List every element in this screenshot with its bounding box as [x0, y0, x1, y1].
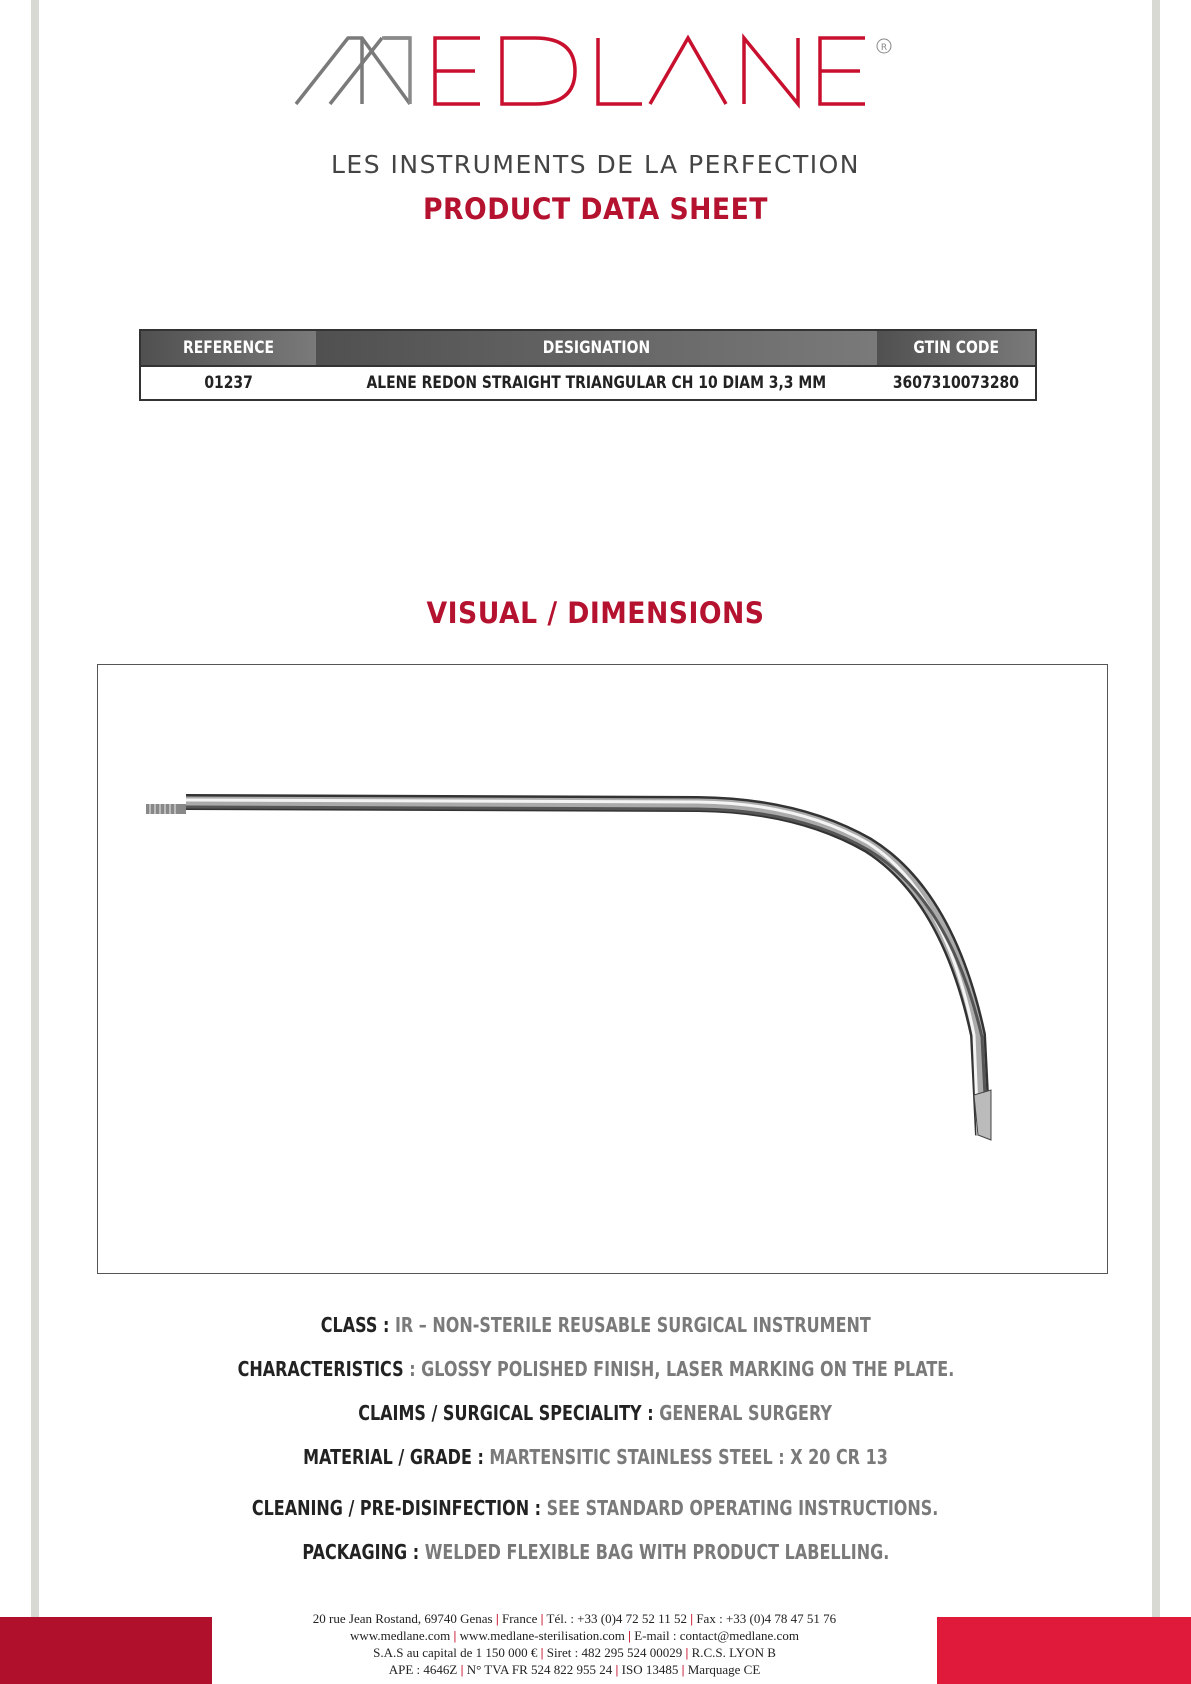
- footer-red-block-right: [937, 1617, 1191, 1684]
- spec-claims: CLAIMS / SURGICAL SPECIALITY : GENERAL SURGERY: [358, 1401, 833, 1425]
- header-gtin: GTIN CODE: [877, 330, 1036, 366]
- footer-line-2: www.medlane.com | www.medlane-sterilisation.com | E-mail : contact@medlane.com: [350, 1628, 799, 1643]
- registered-mark: R: [880, 43, 888, 53]
- cell-gtin: 3607310073280: [877, 366, 1036, 400]
- spec-characteristics: CHARACTERISTICS : GLOSSY POLISHED FINISH, LASER MARKING ON THE PLATE.: [237, 1357, 954, 1381]
- spec-cleaning: CLEANING / PRE-DISINFECTION : SEE STANDARD OPERATING INSTRUCTIONS.: [252, 1496, 939, 1520]
- footer-company-info: [212, 1610, 937, 1678]
- brand-logo: [0, 28, 1191, 179]
- footer-line-4: APE : 4646Z | N° TVA FR 524 822 955 24 | ISO 13485 | Marquage CE: [388, 1662, 761, 1677]
- header-designation: DESIGNATION: [316, 330, 877, 366]
- spec-packaging: PACKAGING : WELDED FLEXIBLE BAG WITH PRODUCT LABELLING.: [302, 1540, 889, 1564]
- medlane-logo-icon: [290, 28, 910, 123]
- product-visual-frame: [97, 664, 1108, 1274]
- footer-red-block-left: [0, 1617, 212, 1684]
- table-header-row: [140, 330, 1036, 366]
- product-reference-table: [139, 329, 1037, 401]
- table-row: [140, 366, 1036, 400]
- footer-line-1: 20 rue Jean Rostand, 69740 Genas | France | Tél. : +33 (0)4 72 52 11 52 | Fax : +33 (0)4 78 47 51 76: [312, 1611, 837, 1626]
- cell-designation: ALENE REDON STRAIGHT TRIANGULAR CH 10 DIAM 3,3 MM: [316, 366, 877, 400]
- spec-class: CLASS : IR – NON-STERILE REUSABLE SURGICAL INSTRUMENT: [320, 1313, 871, 1337]
- header-reference: REFERENCE: [140, 330, 316, 366]
- surgical-awl-icon: [98, 665, 1109, 1275]
- cell-reference: 01237: [140, 366, 316, 400]
- footer-line-3: S.A.S au capital de 1 150 000 € | Siret : 482 295 524 00029 | R.C.S. LYON B: [373, 1645, 776, 1660]
- page-title: PRODUCT DATA SHEET: [423, 192, 768, 226]
- section-title-visual: VISUAL / DIMENSIONS: [426, 596, 765, 630]
- spec-material: MATERIAL / GRADE : MARTENSITIC STAINLESS STEEL : X 20 CR 13: [303, 1445, 888, 1469]
- brand-tagline: LES INSTRUMENTS DE LA PERFECTION: [330, 150, 861, 179]
